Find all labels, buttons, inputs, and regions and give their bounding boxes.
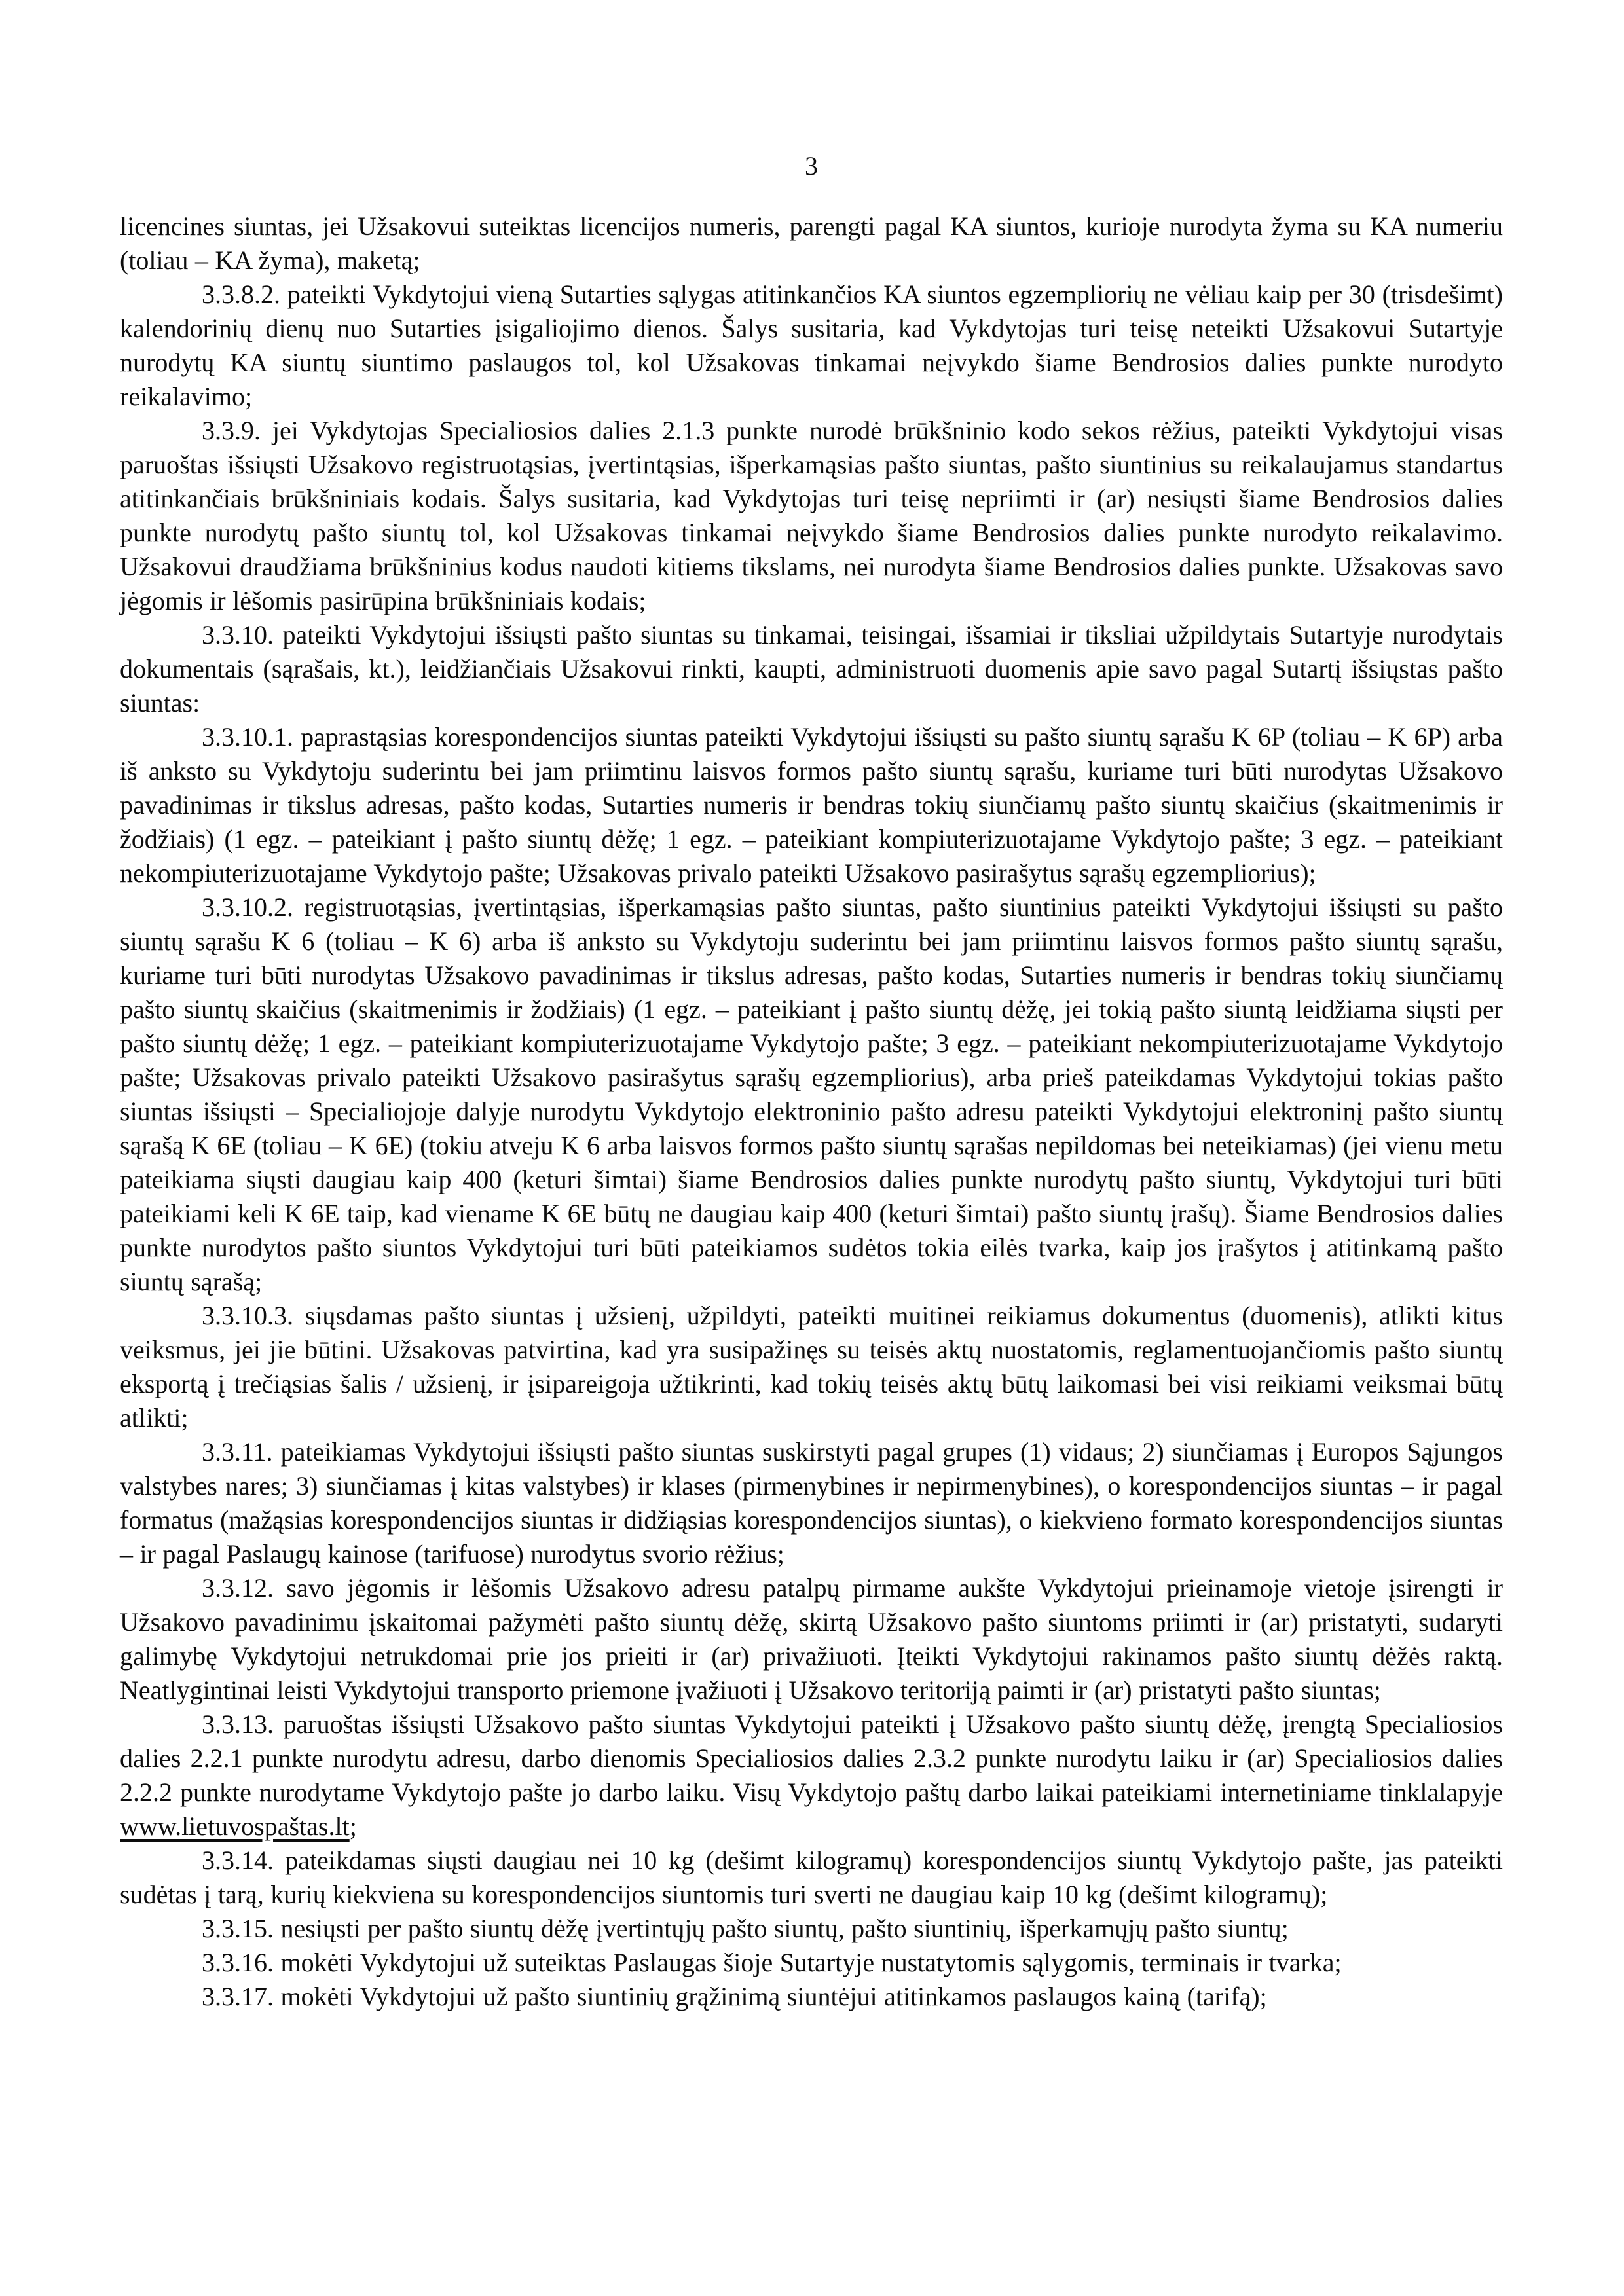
paragraph-text: 3.3.10.3. siųsdamas pašto siuntas į užsienį, užpildyti, pateikti muitinei reikiamus dokumentus (duomenis), atlikti kitus veiksmus, jei jie būtini. Užsakovas patvirtina, kad yra susipažinęs su teisės aktų nuostatomis, reglamentuojančiomis pašto siuntų eksportą į trečiąsias šalis / užsienį, ir įsipareigoja užtikrinti, kad tokių teisės aktų būtų laikomasi bei visi reikiami veiksmai būtų atlikti; — [120, 1301, 1503, 1432]
paragraph-text: 3.3.10. pateikti Vykdytojui išsiųsti pašto siuntas su tinkamai, teisingai, išsamiai ir tiksliai užpildytais Sutartyje nurodytais dokumentais (sąrašais, kt.), leidžiančiais Užsakovui rinkti, kaupti, administruoti duomenis apie savo pagal Sutartį išsiųstas pašto siuntas: — [120, 620, 1503, 718]
paragraph-3.3.15 — [120, 1912, 1503, 1946]
paragraph-text: 3.3.11. pateikiamas Vykdytojui išsiųsti pašto siuntas suskirstyti pagal grupes (1) vidaus; 2) siunčiamas į Europos Sąjungos valstybes nares; 3) siunčiamas į kitas valstybes) ir klases (pirmenybines ir nepirmenybines), o korespondencijos siuntas – ir pagal formatus (mažąsias korespondencijos siuntas ir didžiąsias korespondencijos siuntas), o kiekvieno formato korespondencijos siuntas – ir pagal Paslaugų kainose (tarifuose) nurodytus svorio rėžius; — [120, 1437, 1503, 1569]
page-number: 3 — [805, 151, 818, 181]
paragraph-text: 3.3.17. mokėti Vykdytojui už pašto siuntinių grąžinimą siuntėjui atitinkamos paslaugos kainą (tarifą); — [202, 1982, 1267, 2011]
paragraph-text: 3.3.9. jei Vykdytojas Specialiosios dalies 2.1.3 punkte nurodė brūkšninio kodo sekos rėžius, pateikti Vykdytojui visas paruoštas išsiųsti Užsakovo registruotąsias, įvertintąsias, išperkamąsias pašto siuntas, pašto siuntinius su reikalaujamus standartus atitinkančiais brūkšniniais kodais. Šalys susitaria, kad Vykdytojas turi teisę nepriimti ir (ar) nesiųsti šiame Bendrosios dalies punkte nurodytų pašto siuntų tol, kol Užsakovas tinkamai neįvykdo šiame Bendrosios dalies punkte nurodyto reikalavimo. Užsakovui draudžiama brūkšninius kodus naudoti kitiems tikslams, nei nurodyta šiame Bendrosios dalies punkte. Užsakovas savo jėgomis ir lėšomis pasirūpina brūkšniniais kodais; — [120, 416, 1503, 615]
paragraph-text: 3.3.14. pateikdamas siųsti daugiau nei 10 kg (dešimt kilogramų) korespondencijos siuntų Vykdytojo pašte, jas pateikti sudėtas į tarą, kurių kiekviena su korespondencijos siuntomis turi sverti ne daugiau kaip 10 kg (dešimt kilogramų); — [120, 1846, 1503, 1909]
paragraph-3.3.17 — [120, 1980, 1503, 2014]
paragraph-3.3.16 — [120, 1946, 1503, 1980]
paragraph-text: licencines siuntas, jei Užsakovui suteiktas licencijos numeris, parengti pagal KA siuntos, kurioje nurodyta žyma su KA numeriu (toliau – KA žyma), maketą; — [120, 211, 1503, 275]
paragraph-text: 3.3.8.2. pateikti Vykdytojui vieną Sutarties sąlygas atitinkančios KA siuntos egzempliorių ne vėliau kaip per 30 (trisdešimt) kalendorinių dienų nuo Sutarties įsigaliojimo dienos. Šalys susitaria, kad Vykdytojas turi teisę neteikti Užsakovui Sutartyje nurodytų KA siuntų siuntimo paslaugos tol, kol Užsakovas tinkamai neįvykdo šiame Bendrosios dalies punkte nurodyto reikalavimo; — [120, 280, 1503, 411]
paragraph-text: 3.3.12. savo jėgomis ir lėšomis Užsakovo adresu patalpų pirmame aukšte Vykdytojui prieinamoje vietoje įsirengti ir Užsakovo pavadinimu įskaitomai pažymėti pašto siuntų dėžę, skirtą Užsakovo pašto siuntoms priimti ir (ar) pristatyti, sudaryti galimybę Vykdytojui netrukdomai prie jos prieiti ir (ar) privažiuoti. Įteikti Vykdytojui rakinamos pašto siuntų dėžės raktą. Neatlygintinai leisti Vykdytojui transporto priemone įvažiuoti į Užsakovo teritoriją paimti ir (ar) pristatyti pašto siuntas; — [120, 1573, 1503, 1705]
paragraph-3.3.11 — [120, 1435, 1503, 1571]
paragraph-licencines-cont — [120, 210, 1503, 278]
paragraph-text: ; — [349, 1812, 357, 1841]
paragraph-3.3.10.1 — [120, 720, 1503, 890]
paragraph-3.3.9 — [120, 414, 1503, 618]
document-body — [120, 210, 1503, 2014]
paragraph-3.3.14 — [120, 1844, 1503, 1912]
paragraph-text: 3.3.15. nesiųsti per pašto siuntų dėžę įvertintųjų pašto siuntų, pašto siuntinių, išperkamųjų pašto siuntų; — [202, 1914, 1289, 1943]
paragraph-3.3.10.3 — [120, 1299, 1503, 1435]
paragraph-text: 3.3.13. paruoštas išsiųsti Užsakovo pašto siuntas Vykdytojui pateikti į Užsakovo pašto siuntų dėžę, įrengtą Specialiosios dalies 2.2.1 punkte nurodytu adresu, darbo dienomis Specialiosios dalies 2.3.2 punkte nurodytu laiku ir (ar) Specialiosios dalies 2.2.2 punkte nurodytame Vykdytojo pašte jo darbo laiku. Visų Vykdytojo paštų darbo laikai pateikiami internetiniame tinklalapyje — [120, 1709, 1503, 1807]
paragraph-3.3.13 — [120, 1707, 1503, 1844]
paragraph-3.3.12 — [120, 1571, 1503, 1707]
paragraph-3.3.8.2 — [120, 278, 1503, 414]
paragraph-text: 3.3.10.1. paprastąsias korespondencijos siuntas pateikti Vykdytojui išsiųsti su pašto siuntų sąrašu K 6P (toliau – K 6P) arba iš anksto su Vykdytoju suderintu bei jam priimtinu laisvos formos pašto siuntų sąrašu, kuriame turi būti nurodytas Užsakovo pavadinimas ir tikslus adresas, pašto kodas, Sutarties numeris ir bendras tokių siunčiamų pašto siuntų skaičius (skaitmenimis ir žodžiais) (1 egz. – pateikiant į pašto siuntų dėžę; 1 egz. – pateikiant kompiuterizuotajame Vykdytojo pašte; 3 egz. – pateikiant nekompiuterizuotajame Vykdytojo pašte; Užsakovas privalo pateikti Užsakovo pasirašytus sąrašų egzempliorius); — [120, 722, 1503, 888]
paragraph-text: 3.3.10.2. registruotąsias, įvertintąsias, išperkamąsias pašto siuntas, pašto siuntinius pateikti Vykdytojui išsiųsti su pašto siuntų sąrašu K 6 (toliau – K 6) arba iš anksto su Vykdytoju suderintu bei jam priimtinu laisvos formos pašto siuntų sąrašu, kuriame turi būti nurodytas Užsakovo pavadinimas ir tikslus adresas, pašto kodas, Sutarties numeris ir bendras tokių siunčiamų pašto siuntų skaičius (skaitmenimis ir žodžiais) (1 egz. – pateikiant į pašto siuntų dėžę, jei tokią pašto siuntą leidžiama siųsti per pašto siuntų dėžę; 1 egz. – pateikiant kompiuterizuotajame Vykdytojo pašte; 3 egz. – pateikiant nekompiuterizuotajame Vykdytojo pašte; Užsakovas privalo pateikti Užsakovo pasirašytus sąrašų egzempliorius), arba prieš pateikdamas Vykdytojui tokias pašto siuntas išsiųsti – Specialiojoje dalyje nurodytu Vykdytojo elektroninio pašto adresu pateikti Vykdytojui elektroninį pašto siuntų sąrašą K 6E (toliau – K 6E) (tokiu atveju K 6 arba laisvos formos pašto siuntų sąrašas nepildomas bei neteikiamas) (jei vienu metu pateikiama siųsti daugiau kaip 400 (keturi šimtai) šiame Bendrosios dalies punkte nurodytų pašto siuntų, Vykdytojui turi būti pateikiami keli K 6E taip, kad viename K 6E būtų ne daugiau kaip 400 (keturi šimtai) pašto siuntų įrašų). Šiame Bendrosios dalies punkte nurodytos pašto siuntos Vykdytojui turi būti pateikiamos sudėtos tokia eilės tvarka, kaip jos įrašytos į atitinkamą pašto siuntų sąrašą; — [120, 892, 1503, 1296]
website-url-text: www.lietuvospaštas.lt — [120, 1812, 350, 1841]
paragraph-text: 3.3.16. mokėti Vykdytojui už suteiktas Paslaugas šioje Sutartyje nustatytomis sąlygomis, terminais ir tvarka; — [202, 1948, 1342, 1977]
paragraph-3.3.10 — [120, 618, 1503, 720]
paragraph-3.3.10.2 — [120, 890, 1503, 1299]
